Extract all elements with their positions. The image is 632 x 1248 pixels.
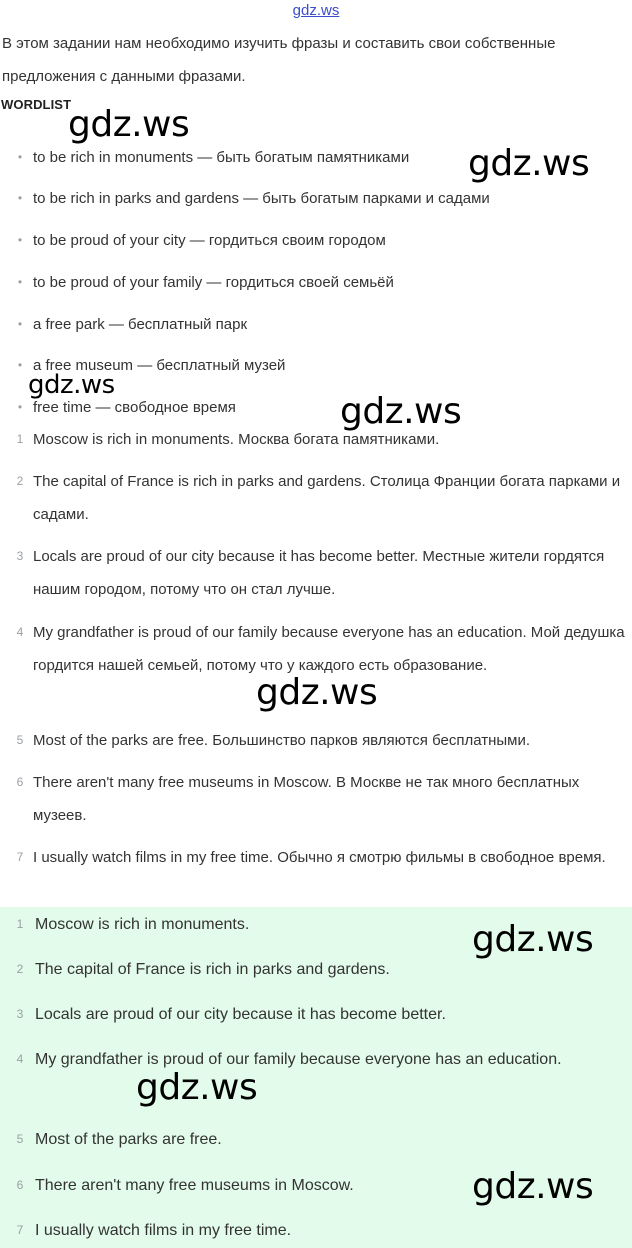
- answer-item: [0, 1043, 628, 1076]
- wordlist-heading: WORDLIST: [1, 97, 72, 112]
- sentence-number: 7: [16, 850, 24, 864]
- watermark: gdz.ws: [468, 143, 590, 184]
- watermark: gdz.ws: [472, 919, 594, 960]
- sentence-item: [0, 841, 628, 874]
- sentence-text: The capital of France is rich in parks and gardens. Столица Франции богата парками и садами.: [33, 473, 621, 523]
- bullet-icon: •: [17, 358, 23, 372]
- watermark: gdz.ws: [340, 391, 462, 432]
- sentence-number: 4: [16, 625, 24, 639]
- watermark: gdz.ws: [28, 370, 115, 400]
- sentence-item: [0, 423, 628, 456]
- answer-number: 2: [16, 962, 24, 976]
- intro-text: В этом задании нам необходимо изучить фразы и составить свои собственные предложения с данными фразами.: [2, 35, 556, 85]
- wordlist-item-text: to be proud of your family — гордиться своей семьёй: [33, 274, 394, 291]
- wordlist-item-text: a free park — бесплатный парк: [33, 316, 248, 333]
- bullet-icon: •: [17, 317, 23, 331]
- watermark: gdz.ws: [136, 1067, 258, 1108]
- wordlist-item: [0, 308, 628, 341]
- sentence-text: Most of the parks are free. Большинство парков являются бесплатными.: [33, 732, 531, 749]
- answer-item: [0, 1123, 628, 1156]
- sentence-number: 1: [16, 432, 24, 446]
- sentence-number: 3: [16, 549, 24, 563]
- answer-number: 1: [16, 917, 24, 931]
- watermark: gdz.ws: [68, 104, 190, 145]
- sentence-item: [0, 540, 628, 606]
- answer-number: 3: [16, 1007, 24, 1021]
- answer-number: 6: [16, 1178, 24, 1192]
- sentence-text: I usually watch films in my free time. Обычно я смотрю фильмы в свободное время.: [33, 849, 606, 866]
- wordlist-item-text: to be proud of your city — гордиться своим городом: [33, 232, 386, 249]
- answer-text: I usually watch films in my free time.: [35, 1222, 292, 1239]
- wordlist-item-text: free time — свободное время: [33, 399, 236, 416]
- sentence-text: Moscow is rich in monuments. Москва богата памятниками.: [33, 431, 440, 448]
- sentence-number: 2: [16, 474, 24, 488]
- sentence-text: Locals are proud of our city because it has become better. Местные жители гордятся нашим городом, потому что он стал лучше.: [33, 548, 605, 598]
- answer-text: The capital of France is rich in parks and gardens.: [35, 961, 390, 978]
- bullet-icon: •: [17, 233, 23, 247]
- answer-text: My grandfather is proud of our family because everyone has an education.: [35, 1051, 562, 1068]
- answer-number: 5: [16, 1132, 24, 1146]
- bullet-icon: •: [17, 191, 23, 205]
- bullet-icon: •: [17, 400, 23, 414]
- watermark: gdz.ws: [256, 672, 378, 713]
- sentence-number: 5: [16, 733, 24, 747]
- site-link[interactable]: gdz.ws: [292, 2, 340, 19]
- sentence-text: There aren't many free museums in Moscow. В Москве не так много бесплатных музеев.: [33, 774, 580, 824]
- wordlist-item: [0, 266, 628, 299]
- answer-text: There aren't many free museums in Moscow.: [35, 1177, 354, 1194]
- answer-number: 7: [16, 1223, 24, 1237]
- wordlist-item: [0, 182, 628, 215]
- answer-number: 4: [16, 1052, 24, 1066]
- wordlist-item-text: a free museum — бесплатный музей: [33, 357, 286, 374]
- wordlist-item: [0, 224, 628, 257]
- bullet-icon: •: [17, 275, 23, 289]
- answer-item: [0, 1214, 628, 1247]
- sentence-item: [0, 766, 628, 832]
- sentence-number: 6: [16, 775, 24, 789]
- watermark: gdz.ws: [472, 1166, 594, 1207]
- sentence-item: [0, 724, 628, 757]
- sentence-item: [0, 465, 628, 531]
- answer-text: Most of the parks are free.: [35, 1131, 222, 1148]
- bullet-icon: •: [17, 150, 23, 164]
- answer-text: Locals are proud of our city because it has become better.: [35, 1006, 446, 1023]
- sentence-text: My grandfather is proud of our family because everyone has an education. Мой дедушка гордится нашей семьей, потому что у каждого есть образование.: [33, 624, 625, 674]
- wordlist-item-text: to be rich in parks and gardens — быть богатым парками и садами: [33, 190, 490, 207]
- answer-item: [0, 998, 628, 1031]
- wordlist-item-text: to be rich in monuments — быть богатым памятниками: [33, 149, 410, 166]
- answer-text: Moscow is rich in monuments.: [35, 916, 250, 933]
